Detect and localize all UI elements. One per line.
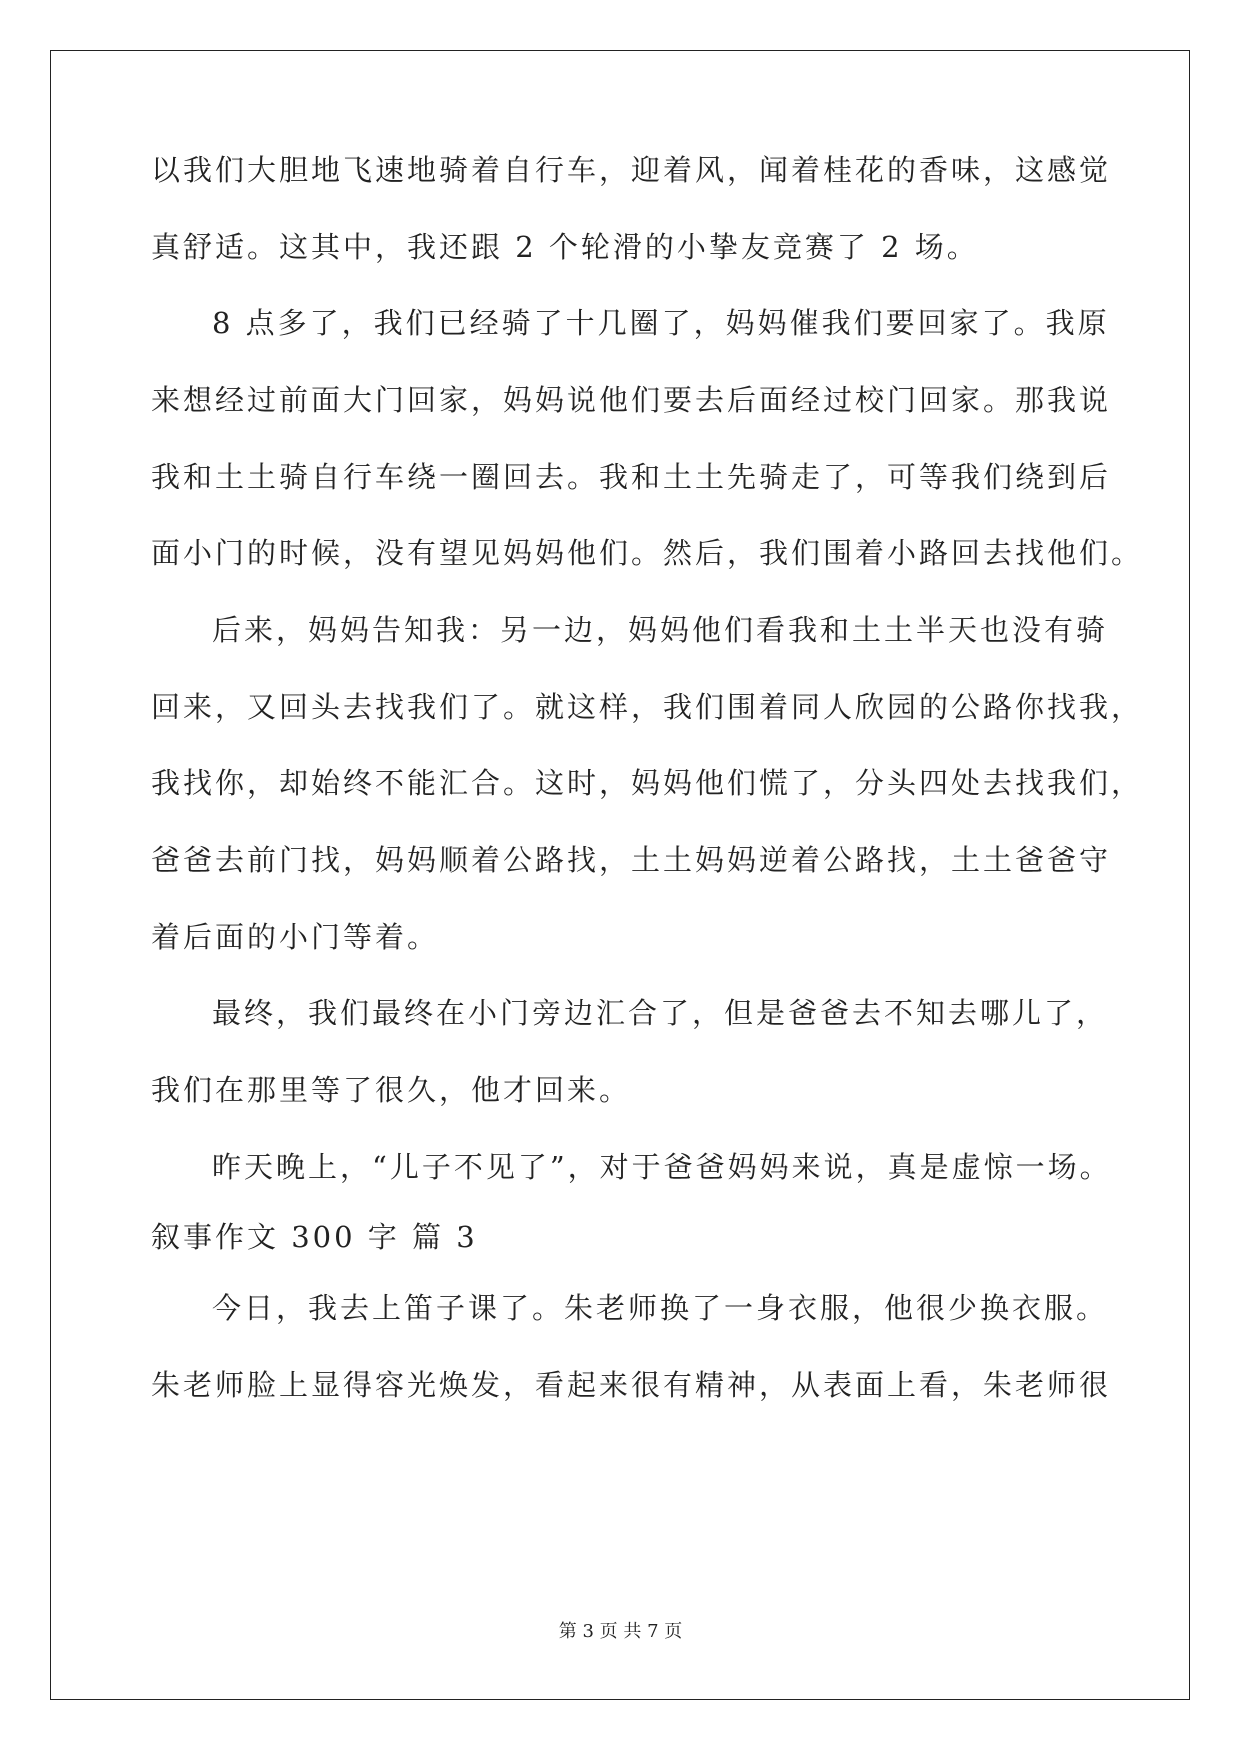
text-line: 最终，我们最终在小门旁边汇合了，但是爸爸去不知去哪儿了， [212, 996, 1109, 1030]
page-number-footer: 第 3 页 共 7 页 [558, 1621, 683, 1642]
text-line: 我和土土骑自行车绕一圈回去。我和土土先骑走了，可等我们绕到后 [151, 460, 1112, 494]
text-line: 爸爸去前门找，妈妈顺着公路找，土土妈妈逆着公路找，土土爸爸守 [151, 843, 1112, 877]
text-line: 朱老师脸上显得容光焕发，看起来很有精神，从表面上看，朱老师很 [151, 1368, 1112, 1402]
text-line: 今日，我去上笛子课了。朱老师换了一身衣服，他很少换衣服。 [212, 1291, 1109, 1325]
text-line: 后来，妈妈告知我：另一边，妈妈他们看我和土土半天也没有骑 [212, 613, 1109, 647]
text-line: 我找你，却始终不能汇合。这时，妈妈他们慌了，分头四处去找我们， [151, 766, 1144, 800]
text-line: 8 点多了，我们已经骑了十几圈了，妈妈催我们要回家了。我原 [212, 306, 1110, 340]
text-line: 我们在那里等了很久，他才回来。 [151, 1073, 632, 1107]
text-line: 以我们大胆地飞速地骑着自行车，迎着风，闻着桂花的香味，这感觉 [151, 153, 1112, 187]
text-line: 来想经过前面大门回家，妈妈说他们要去后面经过校门回家。那我说 [151, 383, 1112, 417]
text-line: 面小门的时候，没有望见妈妈他们。然后，我们围着小路回去找他们。 [151, 536, 1144, 570]
text-line: 回来，又回头去找我们了。就这样，我们围着同人欣园的公路你找我， [151, 690, 1144, 724]
text-line: 着后面的小门等着。 [151, 920, 440, 954]
text-line: 真舒适。这其中，我还跟 2 个轮滑的小挚友竞赛了 2 场。 [151, 230, 979, 264]
text-line: 昨天晚上，“儿子不见了”，对于爸爸妈妈来说，真是虚惊一场。 [212, 1150, 1112, 1184]
section-heading: 叙事作文 300 字 篇 3 [151, 1220, 478, 1254]
